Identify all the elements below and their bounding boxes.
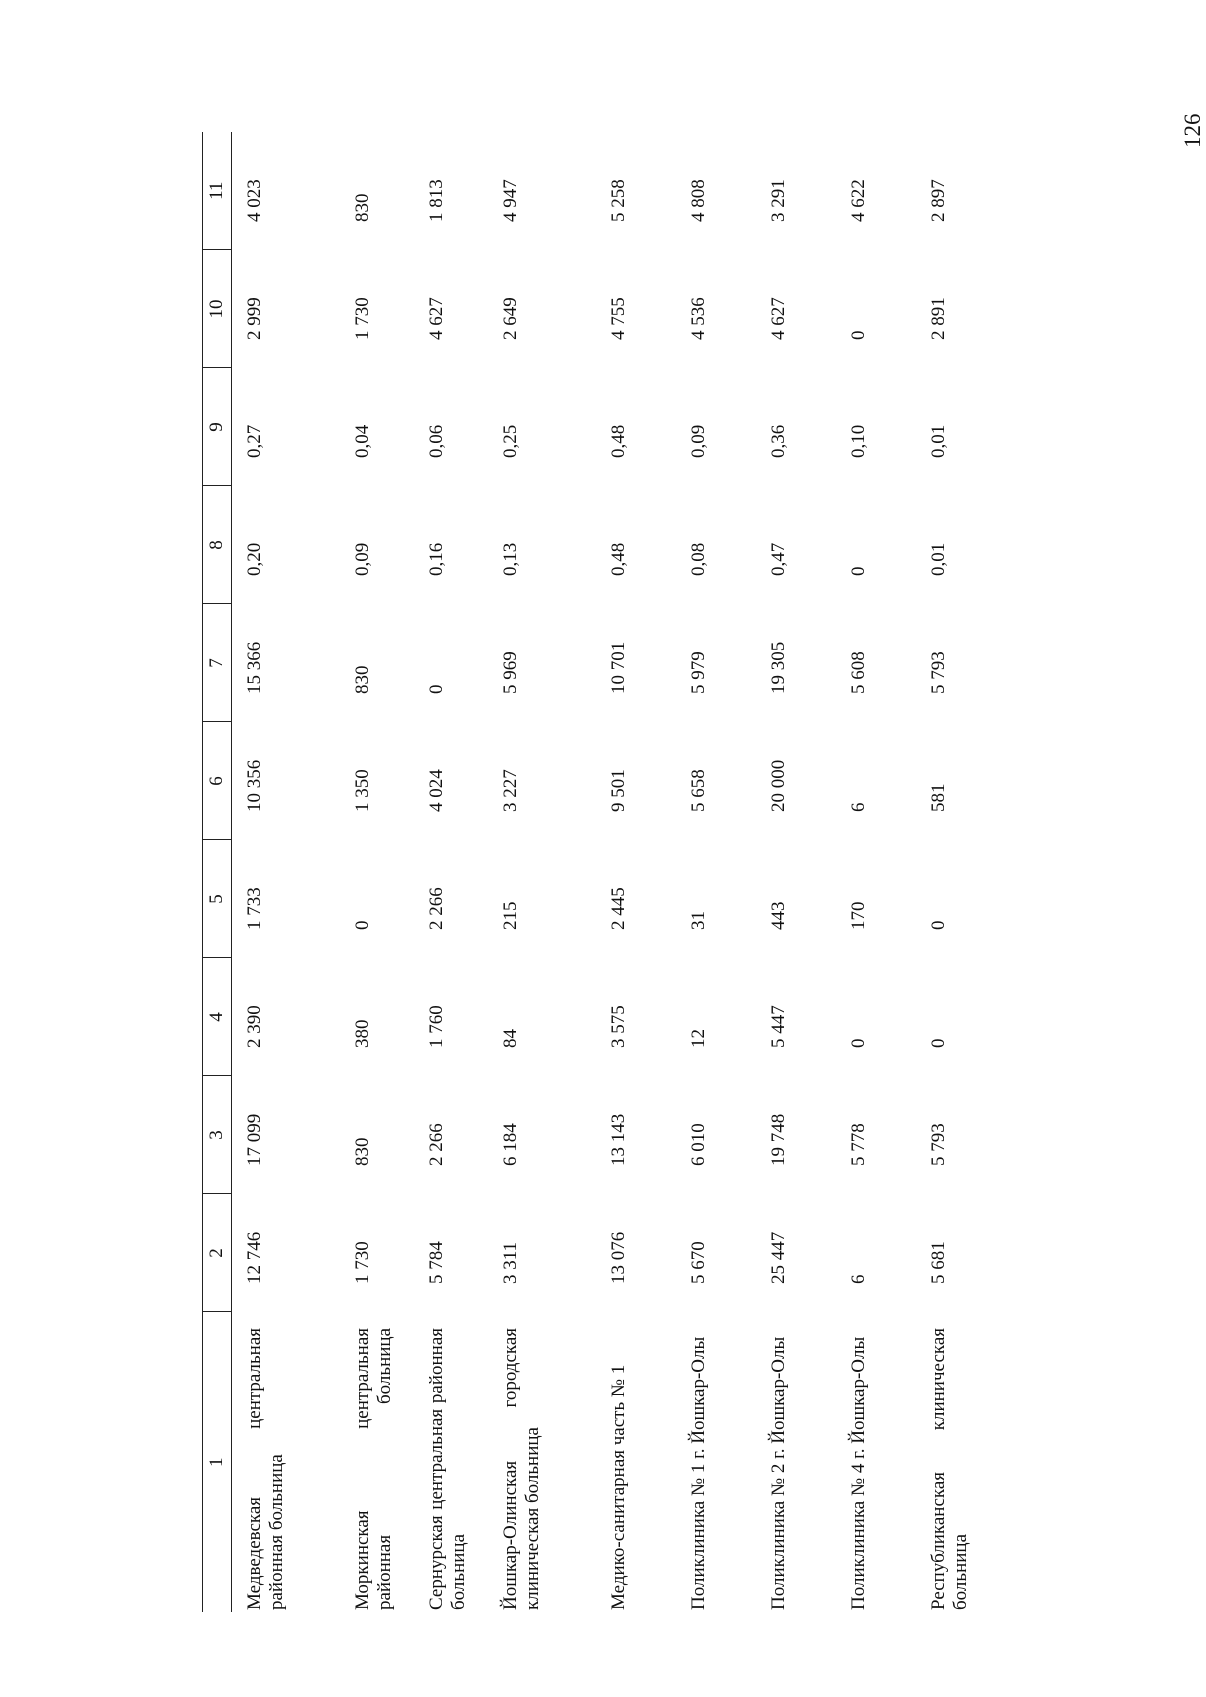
table-cell: 5 793 bbox=[927, 651, 949, 694]
table-cell: 2 390 bbox=[244, 1005, 265, 1048]
table-cell: 3 291 bbox=[767, 179, 789, 222]
institution-name: Поликлиника № 4 г. Йошкар-Олы bbox=[847, 1336, 869, 1610]
table-cell: 0,09 bbox=[351, 542, 373, 576]
table-cell: 5 784 bbox=[425, 1241, 447, 1284]
table-row bbox=[488, 132, 596, 1612]
table-cell: 5 681 bbox=[927, 1241, 949, 1284]
table-cell: 13 143 bbox=[607, 1113, 629, 1166]
table-cell: 1 730 bbox=[351, 1241, 373, 1284]
table-row bbox=[836, 132, 916, 1612]
institution-name: Республиканская клиническая больница bbox=[927, 1328, 971, 1610]
table-cell: 3 575 bbox=[607, 1005, 629, 1048]
institution-name: Моркинская центральная районная больница bbox=[351, 1328, 395, 1610]
table-cell: 830 bbox=[351, 665, 373, 694]
data-table bbox=[202, 132, 992, 1612]
table-cell: 2 891 bbox=[927, 297, 949, 340]
table-cell: 1 350 bbox=[351, 769, 373, 812]
institution-name: Медико-санитарная часть № 1 bbox=[607, 1364, 629, 1610]
table-cell: 5 258 bbox=[607, 179, 629, 222]
table-cell: 0 bbox=[351, 920, 373, 930]
table-cell: 6 bbox=[847, 802, 869, 812]
table-cell: 5 447 bbox=[767, 1005, 789, 1048]
table-cell: 2 897 bbox=[927, 179, 949, 222]
table-cell: 380 bbox=[351, 1019, 373, 1048]
column-header: 2 bbox=[203, 1194, 232, 1312]
table-cell: 4 947 bbox=[499, 179, 521, 222]
table-cell: 0 bbox=[847, 1038, 869, 1048]
table-cell: 0,06 bbox=[425, 424, 447, 458]
table-cell: 31 bbox=[687, 911, 709, 930]
table-cell: 0 bbox=[425, 684, 447, 694]
table-cell: 0 bbox=[847, 330, 869, 340]
table-cell: 5 608 bbox=[847, 651, 869, 694]
table-cell: 0,36 bbox=[767, 424, 789, 458]
table-cell: 1 730 bbox=[351, 297, 373, 340]
table-cell: 0,16 bbox=[425, 542, 447, 576]
table-cell: 0,08 bbox=[687, 542, 709, 576]
table-cell: 0,25 bbox=[499, 424, 521, 458]
page-number: 126 bbox=[1180, 113, 1205, 148]
table-cell: 5 778 bbox=[847, 1123, 869, 1166]
table-cell: 1 760 bbox=[425, 1005, 447, 1048]
table-cell: 830 bbox=[351, 193, 373, 222]
table-cell: 0,13 bbox=[499, 542, 521, 576]
table-cell: 0,01 bbox=[927, 424, 949, 458]
table-cell: 13 076 bbox=[607, 1231, 629, 1284]
table-cell: 6 bbox=[847, 1274, 869, 1284]
table-cell: 4 023 bbox=[244, 179, 265, 222]
table-cell: 215 bbox=[499, 901, 521, 930]
table-cell: 443 bbox=[767, 901, 789, 930]
table-cell: 4 627 bbox=[425, 297, 447, 340]
column-header: 8 bbox=[203, 486, 232, 604]
table-cell: 17 099 bbox=[244, 1113, 265, 1166]
table-cell: 1 813 bbox=[425, 179, 447, 222]
table-cell: 4 536 bbox=[687, 297, 709, 340]
table-cell: 15 366 bbox=[244, 641, 265, 694]
table-cell: 5 670 bbox=[687, 1241, 709, 1284]
table-row bbox=[916, 132, 992, 1612]
table-cell: 12 746 bbox=[244, 1231, 265, 1284]
table-cell: 2 266 bbox=[425, 1123, 447, 1166]
column-header: 10 bbox=[203, 250, 232, 368]
table-cell: 9 501 bbox=[607, 769, 629, 812]
table-cell: 10 356 bbox=[244, 759, 265, 812]
header-row bbox=[203, 132, 232, 1612]
table-row bbox=[340, 132, 414, 1612]
table-cell: 5 658 bbox=[687, 769, 709, 812]
column-header: 1 bbox=[203, 1312, 232, 1612]
table-row bbox=[676, 132, 756, 1612]
table-cell: 0,48 bbox=[607, 424, 629, 458]
institution-name: Йошкар-Олинская городская клиническая больница bbox=[499, 1328, 543, 1610]
institution-name: Поликлиника № 1 г. Йошкар-Олы bbox=[687, 1336, 709, 1610]
table-cell: 0,47 bbox=[767, 542, 789, 576]
table-row bbox=[232, 132, 340, 1612]
table-cell: 4 627 bbox=[767, 297, 789, 340]
institution-name: Медведевская центральная районная больница bbox=[244, 1328, 288, 1610]
column-header: 5 bbox=[203, 840, 232, 958]
table-cell: 0,20 bbox=[244, 542, 265, 576]
table-cell: 830 bbox=[351, 1137, 373, 1166]
table-cell: 4 622 bbox=[847, 179, 869, 222]
table-cell: 12 bbox=[687, 1029, 709, 1048]
column-header: 11 bbox=[203, 132, 232, 250]
table-cell: 5 793 bbox=[927, 1123, 949, 1166]
column-header: 9 bbox=[203, 368, 232, 486]
table-cell: 4 808 bbox=[687, 179, 709, 222]
column-header: 7 bbox=[203, 604, 232, 722]
table-cell: 19 305 bbox=[767, 641, 789, 694]
table-cell: 0,01 bbox=[927, 542, 949, 576]
institution-name: Поликлиника № 2 г. Йошкар-Олы bbox=[767, 1336, 789, 1610]
table-cell: 0,04 bbox=[351, 424, 373, 458]
table-cell: 2 649 bbox=[499, 297, 521, 340]
table-cell: 4 755 bbox=[607, 297, 629, 340]
rotated-table-wrapper bbox=[202, 132, 992, 1612]
table-cell: 2 999 bbox=[244, 297, 265, 340]
table-row bbox=[414, 132, 488, 1612]
table-cell: 4 024 bbox=[425, 769, 447, 812]
table-cell: 3 227 bbox=[499, 769, 521, 812]
table-cell: 25 447 bbox=[767, 1231, 789, 1284]
table-cell: 0,48 bbox=[607, 542, 629, 576]
table-row bbox=[596, 132, 676, 1612]
table-cell: 5 979 bbox=[687, 651, 709, 694]
table-cell: 0,27 bbox=[244, 424, 265, 458]
table-cell: 19 748 bbox=[767, 1113, 789, 1166]
column-header: 6 bbox=[203, 722, 232, 840]
table-cell: 2 266 bbox=[425, 887, 447, 930]
table-cell: 10 701 bbox=[607, 641, 629, 694]
table-cell: 0,10 bbox=[847, 424, 869, 458]
table-cell: 2 445 bbox=[607, 887, 629, 930]
table-cell: 170 bbox=[847, 901, 869, 930]
column-header: 3 bbox=[203, 1076, 232, 1194]
column-header: 4 bbox=[203, 958, 232, 1076]
table-cell: 20 000 bbox=[767, 759, 789, 812]
table-row bbox=[756, 132, 836, 1612]
table-cell: 0 bbox=[927, 1038, 949, 1048]
table-cell: 3 311 bbox=[499, 1241, 521, 1284]
table-cell: 5 969 bbox=[499, 651, 521, 694]
table-cell: 6 010 bbox=[687, 1123, 709, 1166]
table-cell: 0 bbox=[847, 566, 869, 576]
institution-name: Сернурская центральная районная больница bbox=[425, 1328, 469, 1610]
table-cell: 0 bbox=[927, 920, 949, 930]
table-cell: 84 bbox=[499, 1029, 521, 1048]
table-cell: 1 733 bbox=[244, 887, 265, 930]
table-cell: 6 184 bbox=[499, 1123, 521, 1166]
table-cell: 581 bbox=[927, 783, 949, 812]
table-cell: 0,09 bbox=[687, 424, 709, 458]
